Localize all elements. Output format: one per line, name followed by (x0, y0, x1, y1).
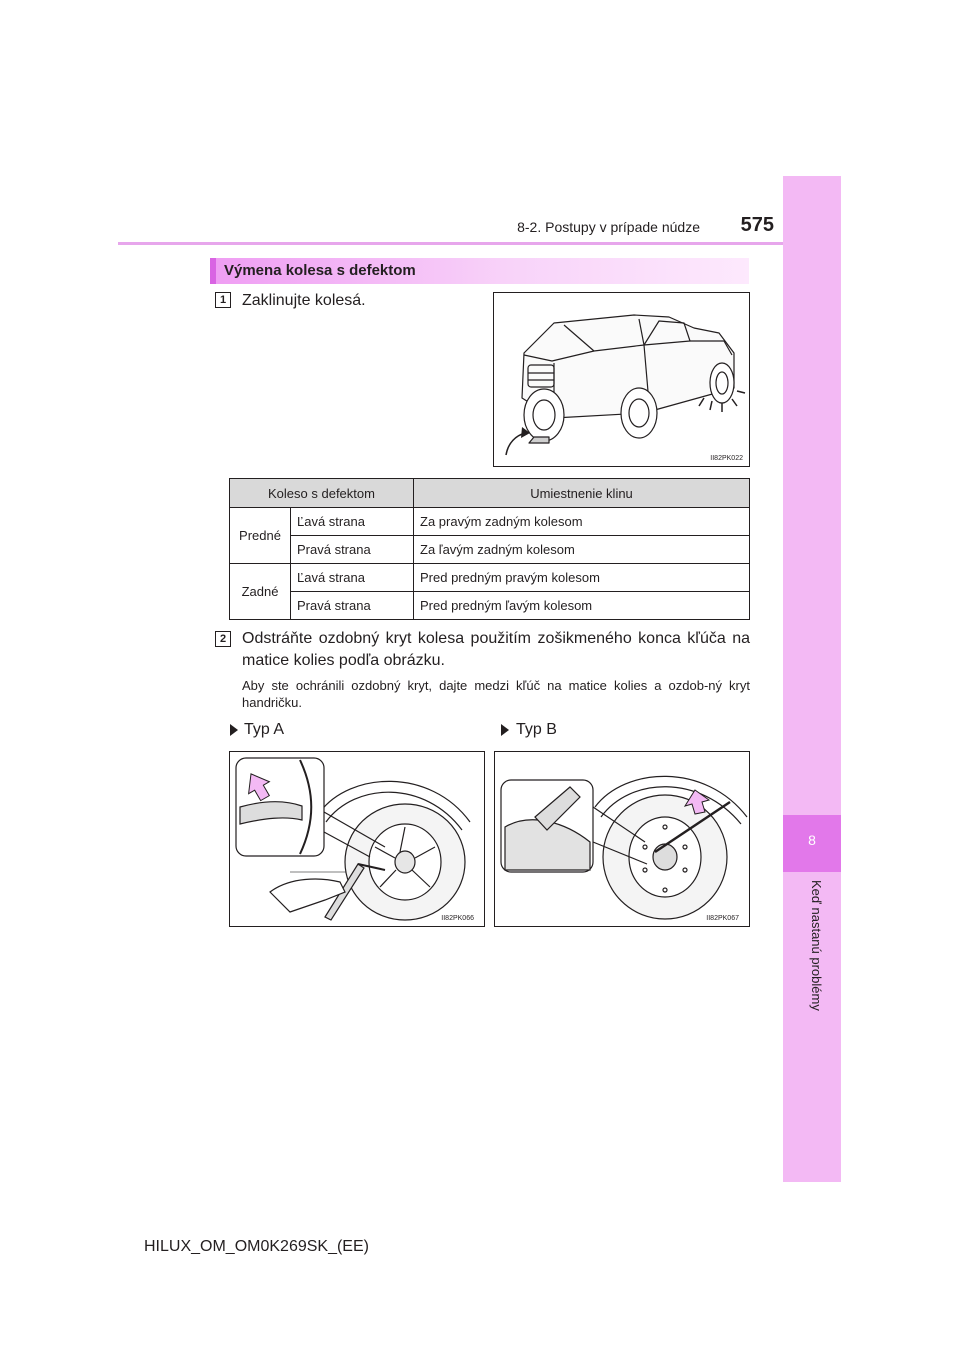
step-2-text: Odstráňte ozdobný kryt kolesa použitím zošikmeného konca kľúča na matice kolies podľa obrázku. (242, 630, 750, 669)
side-cell: Pravá strana (291, 536, 414, 564)
location-cell: Pred predným pravým kolesom (414, 564, 750, 592)
type-b-illustration (495, 752, 749, 926)
table-row (230, 592, 750, 620)
figure-code-type-a: II82PK066 (441, 915, 474, 922)
page-number: 575 (740, 214, 774, 236)
table-header-row (230, 479, 750, 508)
section-title: Výmena kolesa s defektom (224, 262, 416, 279)
type-b-bullet-icon (501, 724, 509, 736)
type-a-illustration (230, 752, 484, 926)
table-header-defect: Koleso s defektom (230, 479, 414, 508)
location-cell: Za ľavým zadným kolesom (414, 536, 750, 564)
side-cell: Ľavá strana (291, 508, 414, 536)
type-a-label: Typ A (244, 721, 285, 738)
table-row (230, 564, 750, 592)
group-label-front: Predné (230, 508, 291, 564)
table-row (230, 536, 750, 564)
header-rule (118, 242, 840, 245)
group-label-rear: Zadné (230, 564, 291, 620)
figure-code-type-b: II82PK067 (706, 915, 739, 922)
table-header-location: Umiestnenie klinu (414, 479, 750, 508)
step-2-note: Aby ste ochránili ozdobný kryt, dajte medzi kľúč na matice kolies a ozdob-ný kryt handričku. (242, 678, 750, 710)
side-cell: Pravá strana (291, 592, 414, 620)
chapter-number: 8 (808, 832, 816, 848)
truck-illustration (494, 293, 749, 466)
document-code-footer: HILUX_OM_OM0K269SK_(EE) (144, 1238, 369, 1255)
type-b-label: Typ B (516, 721, 557, 738)
step-number-2: 2 (215, 631, 231, 647)
type-a-bullet-icon (230, 724, 238, 736)
chapter-title: Keď nastanú problémy (809, 880, 824, 1011)
step-number-1: 1 (215, 292, 231, 308)
wedge-location-table (229, 478, 750, 620)
location-cell: Pred predným ľavým kolesom (414, 592, 750, 620)
type-a-figure (229, 751, 485, 927)
type-b-figure (494, 751, 750, 927)
truck-chock-figure (493, 292, 750, 467)
side-cell: Ľavá strana (291, 564, 414, 592)
table-row (230, 508, 750, 536)
location-cell: Za pravým zadným kolesom (414, 508, 750, 536)
figure-code-1: II82PK022 (710, 455, 743, 462)
section-reference: 8-2. Postupy v prípade núdze (517, 219, 700, 235)
step-1-text: Zaklinujte kolesá. (242, 292, 366, 309)
